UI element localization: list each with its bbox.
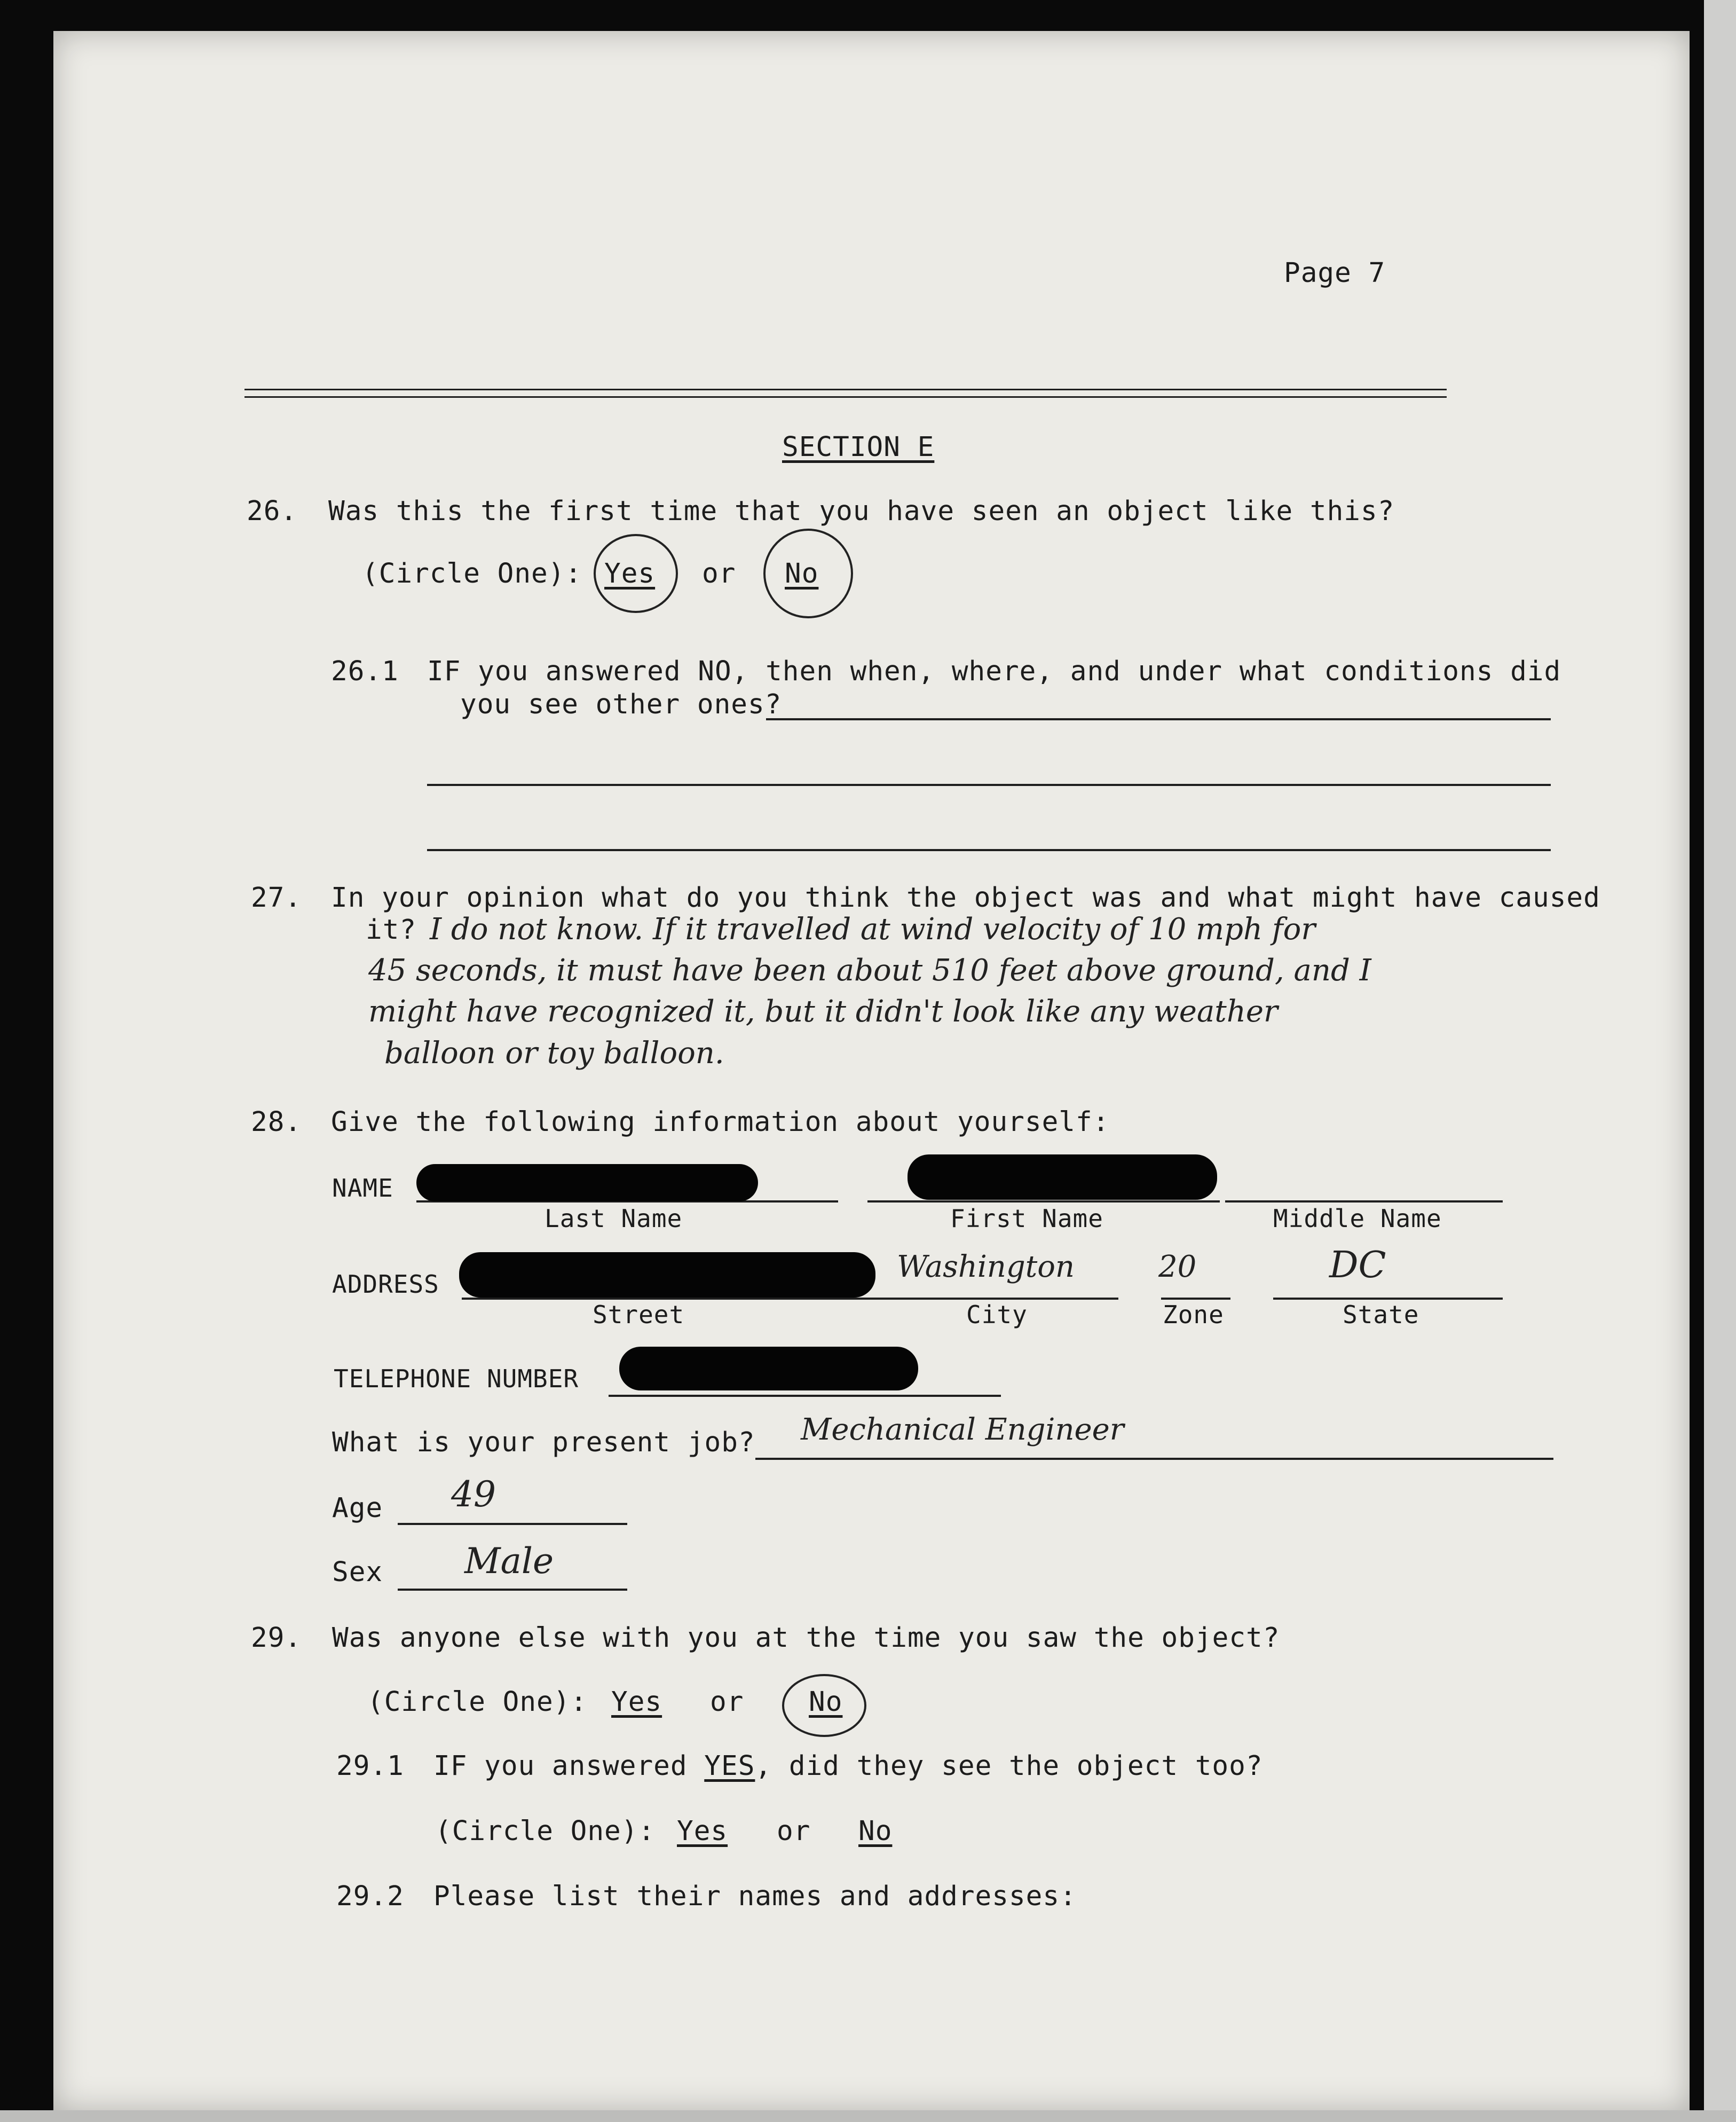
q26-no-option[interactable]: No	[785, 558, 819, 590]
q26-yes-option[interactable]: Yes	[604, 558, 656, 590]
q29-1-yes-option[interactable]: Yes	[677, 1816, 728, 1847]
city-caption: City	[966, 1300, 1028, 1329]
q29-1-no-option[interactable]: No	[858, 1816, 893, 1847]
state-field[interactable]	[1273, 1298, 1503, 1300]
first-name-caption: First Name	[950, 1204, 1103, 1233]
scan-edge-bottom	[0, 2110, 1736, 2122]
q28-text: Give the following information about yourself:	[331, 1106, 1110, 1138]
age-label: Age	[332, 1492, 383, 1524]
q26-1-text-line2: you see other ones?	[460, 689, 782, 720]
zone-field[interactable]	[1161, 1298, 1230, 1300]
section-title: SECTION E	[782, 431, 935, 463]
q26-1-text-line1: IF you answered NO, then when, where, and under what conditions did	[427, 656, 1561, 687]
header-rule-top	[244, 389, 1447, 390]
q26-circle-label: (Circle One):	[362, 558, 582, 590]
middle-name-field[interactable]	[1225, 1200, 1503, 1203]
redaction-last-name	[416, 1164, 758, 1201]
q29-1-or: or	[777, 1816, 811, 1847]
q27-answer-line-4: balloon or toy balloon.	[384, 1036, 724, 1071]
q29-yes-option[interactable]: Yes	[611, 1686, 662, 1718]
q26-or: or	[702, 558, 736, 590]
q28-number: 28.	[251, 1106, 302, 1138]
q26-1-answer-line-1[interactable]	[766, 718, 1551, 720]
header-rule-bottom	[244, 396, 1447, 398]
q29-no-option[interactable]: No	[809, 1686, 843, 1718]
q29-text: Was anyone else with you at the time you saw the object?	[332, 1622, 1280, 1654]
zone-value: 20	[1158, 1249, 1197, 1284]
sex-value: Male	[464, 1541, 554, 1582]
q29-or: or	[710, 1686, 744, 1718]
telephone-label: TELEPHONE NUMBER	[334, 1364, 579, 1393]
form-page	[53, 31, 1690, 2111]
q26-1-answer-line-3[interactable]	[427, 849, 1551, 851]
q29-no-circle-mark	[782, 1674, 866, 1737]
redaction-first-name	[908, 1154, 1217, 1200]
q27-answer-line-1: I do not know. If it travelled at wind velocity of 10 mph for	[430, 912, 1316, 947]
sex-label: Sex	[332, 1557, 383, 1588]
q27-number: 27.	[251, 882, 302, 914]
sex-field[interactable]	[398, 1589, 627, 1591]
q29-1-text: IF you answered YES, did they see the object too?	[433, 1750, 1263, 1782]
zone-caption: Zone	[1163, 1300, 1224, 1329]
telephone-field[interactable]	[609, 1395, 1001, 1397]
redaction-street	[459, 1252, 875, 1298]
age-value: 49	[451, 1474, 496, 1515]
last-name-caption: Last Name	[545, 1204, 683, 1233]
q27-answer-line-3: might have recognized it, but it didn't look like any weather	[368, 994, 1278, 1029]
q26-1-number: 26.1	[331, 656, 399, 687]
age-field[interactable]	[398, 1523, 627, 1525]
street-field[interactable]	[462, 1298, 1118, 1300]
middle-name-caption: Middle Name	[1273, 1204, 1442, 1233]
city-value: Washington	[897, 1249, 1075, 1284]
job-field[interactable]	[755, 1458, 1553, 1460]
page-number: Page 7	[1284, 257, 1386, 289]
q29-1-number: 29.1	[336, 1750, 404, 1782]
q26-yes-circle-mark	[594, 534, 678, 613]
state-value: DC	[1329, 1244, 1386, 1286]
job-value: Mechanical Engineer	[801, 1412, 1124, 1447]
job-label: What is your present job?	[332, 1427, 755, 1458]
scan-edge-right	[1704, 0, 1736, 2122]
q27-answer-line-2: 45 seconds, it must have been about 510 feet above ground, and I	[368, 953, 1371, 988]
street-caption: Street	[593, 1300, 685, 1329]
redaction-telephone	[619, 1347, 918, 1390]
state-caption: State	[1343, 1300, 1419, 1329]
q27-text-line1: In your opinion what do you think the object was and what might have caused	[331, 882, 1600, 914]
q26-text: Was this the first time that you have seen an object like this?	[328, 496, 1395, 527]
q29-circle-label: (Circle One):	[367, 1686, 588, 1718]
q29-2-text: Please list their names and addresses:	[433, 1881, 1077, 1912]
q26-number: 26.	[247, 496, 298, 527]
q26-no-circle-mark	[763, 529, 853, 618]
first-name-field[interactable]	[867, 1200, 1220, 1203]
q29-2-number: 29.2	[336, 1881, 404, 1912]
q29-number: 29.	[251, 1622, 302, 1654]
address-label: ADDRESS	[332, 1270, 439, 1299]
q26-1-answer-line-2[interactable]	[427, 784, 1551, 786]
q27-text-line2: it?	[366, 914, 417, 946]
name-label: NAME	[332, 1174, 393, 1203]
q29-1-circle-label: (Circle One):	[435, 1816, 656, 1847]
